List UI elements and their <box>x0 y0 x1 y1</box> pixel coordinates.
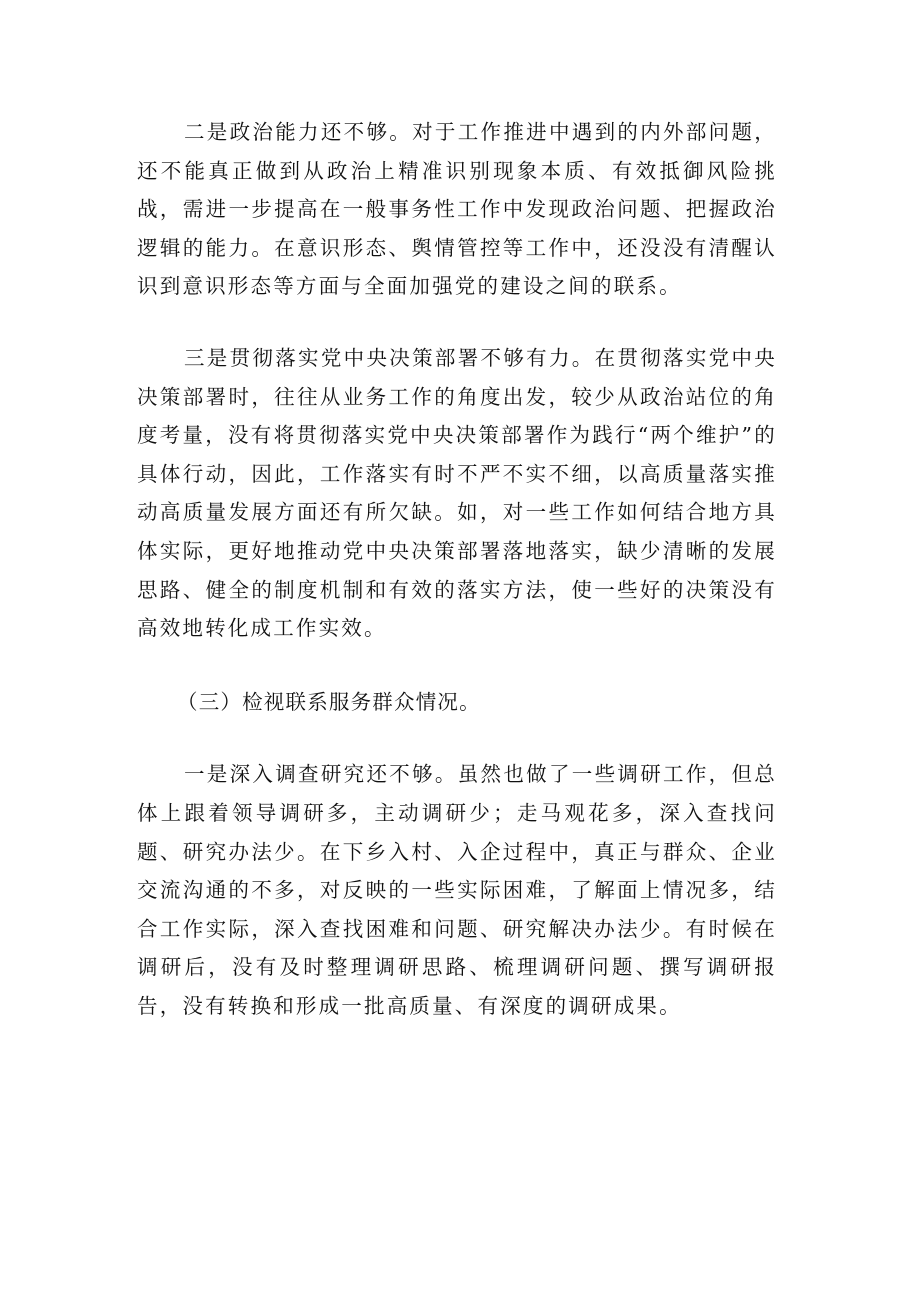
paragraph-implementation-decisions: 三是贯彻落实党中央决策部署不够有力。在贯彻落实党中央决策部署时，往往从业务工作的角度出发，较少从政治站位的角度考量，没有将贯彻落实党中央决策部署作为践行“两个维护”的具体行动，因此，工作落实有时不严不实不细，以高质量落实推动高质量发展方面还有所欠缺。如，对一些工作如何结合地方具体实际，更好地推动党中央决策部署落地落实，缺少清晰的发展思路、健全的制度机制和有效的落实方法，使一些好的决策没有高效地转化成工作实效。 <box>137 345 777 641</box>
section-heading-serving-masses: （三）检视联系服务群众情况。 <box>177 689 481 714</box>
paragraph-political-ability: 二是政治能力还不够。对于工作推进中遇到的内外部问题，还不能真正做到从政治上精准识别现象本质、有效抵御风险挑战，需进一步提高在一般事务性工作中发现政治问题、把握政治逻辑的能力。在意识形态、舆情管控等工作中，还没没有清醒认识到意识形态等方面与全面加强党的建设之间的联系。 <box>137 120 777 299</box>
document-body <box>137 113 777 1025</box>
paragraph-investigation-research: 一是深入调查研究还不够。虽然也做了一些调研工作，但总体上跟着领导调研多，主动调研少；走马观花多，深入查找问题、研究办法少。在下乡入村、入企过程中，真正与群众、企业交流沟通的不多，对反映的一些实际困难，了解面上情况多，结合工作实际，深入查找困难和问题、研究解决办法少。有时候在调研后，没有及时整理调研思路、梳理调研问题、撰写调研报告，没有转换和形成一批高质量、有深度的调研成果。 <box>137 762 777 1018</box>
